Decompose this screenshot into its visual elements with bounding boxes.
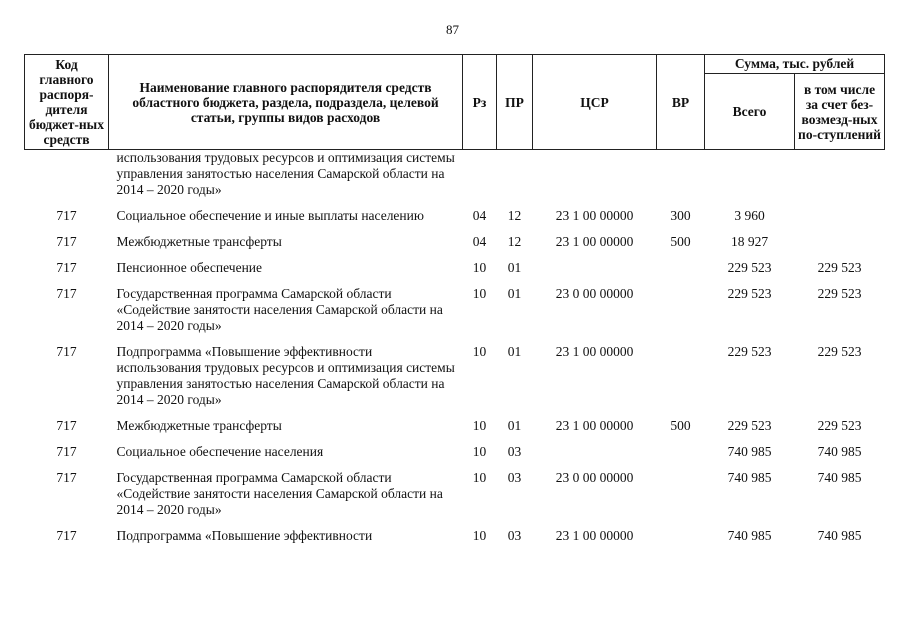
cell-free: 229 523 bbox=[817, 260, 862, 275]
cell-pr: 03 bbox=[507, 528, 522, 543]
cell-rz: 10 bbox=[472, 344, 487, 359]
header-rz: Рз bbox=[463, 55, 497, 150]
cell-code: 717 bbox=[56, 470, 77, 485]
table-row bbox=[25, 464, 885, 522]
table-row bbox=[25, 254, 885, 280]
cell-code: 717 bbox=[56, 260, 77, 275]
cell-vr bbox=[657, 150, 705, 203]
cell-total: 229 523 bbox=[727, 418, 772, 433]
cell-free: 229 523 bbox=[817, 418, 862, 433]
cell-pr: 12 bbox=[507, 208, 522, 223]
header-code: Код главного распоря-дителя бюджет-ных средств bbox=[25, 55, 109, 150]
cell-name: Социальное обеспечение населения bbox=[116, 444, 324, 459]
cell-vr bbox=[657, 254, 705, 280]
cell-total: 229 523 bbox=[727, 344, 772, 359]
cell-rz: 10 bbox=[472, 470, 487, 485]
cell-rz: 04 bbox=[472, 208, 487, 223]
cell-free: 740 985 bbox=[817, 470, 862, 485]
cell-vr: 500 bbox=[670, 418, 691, 433]
cell-rz: 10 bbox=[472, 260, 487, 275]
cell-total: 229 523 bbox=[727, 260, 772, 275]
table-row bbox=[25, 202, 885, 228]
cell-csr: 23 0 00 00000 bbox=[555, 470, 634, 485]
cell-rz: 10 bbox=[472, 528, 487, 543]
cell-code bbox=[25, 150, 109, 203]
cell-rz: 04 bbox=[472, 234, 487, 249]
cell-free: 740 985 bbox=[817, 528, 862, 543]
cell-csr: 23 1 00 00000 bbox=[555, 528, 634, 543]
table-row bbox=[25, 338, 885, 412]
cell-csr: 23 1 00 00000 bbox=[555, 234, 634, 249]
cell-rz: 10 bbox=[472, 444, 487, 459]
cell-free bbox=[795, 202, 885, 228]
table-row bbox=[25, 228, 885, 254]
cell-csr: 23 1 00 00000 bbox=[555, 208, 634, 223]
cell-name: использования трудовых ресурсов и оптимизация системы управления занятостью населения Самарской области на 2014 – 2020 годы» bbox=[116, 150, 455, 197]
cell-rz: 10 bbox=[472, 418, 487, 433]
cell-total bbox=[705, 150, 795, 203]
cell-name: Пенсионное обеспечение bbox=[116, 260, 263, 275]
page-number: 87 bbox=[446, 22, 459, 37]
header-vr: ВР bbox=[657, 55, 705, 150]
cell-rz: 10 bbox=[472, 286, 487, 301]
cell-pr: 01 bbox=[507, 260, 522, 275]
cell-vr bbox=[657, 522, 705, 548]
table-row bbox=[25, 522, 885, 548]
cell-vr: 500 bbox=[670, 234, 691, 249]
cell-code: 717 bbox=[56, 208, 77, 223]
cell-csr: 23 0 00 00000 bbox=[555, 286, 634, 301]
cell-name: Государственная программа Самарской области «Содействие занятости населения Самарской области на 2014 – 2020 годы» bbox=[116, 286, 443, 333]
cell-pr: 01 bbox=[507, 286, 522, 301]
cell-name: Социальное обеспечение и иные выплаты населению bbox=[116, 208, 424, 223]
cell-pr bbox=[497, 150, 533, 203]
cell-name: Межбюджетные трансферты bbox=[116, 234, 282, 249]
table-row bbox=[25, 280, 885, 338]
cell-name: Государственная программа Самарской области «Содействие занятости населения Самарской области на 2014 – 2020 годы» bbox=[116, 470, 443, 517]
cell-vr bbox=[657, 280, 705, 338]
cell-free: 229 523 bbox=[817, 286, 862, 301]
header-sum: Сумма, тыс. рублей bbox=[705, 55, 885, 74]
cell-csr bbox=[533, 254, 657, 280]
cell-code: 717 bbox=[56, 234, 77, 249]
table-header bbox=[25, 55, 885, 150]
table-body bbox=[25, 150, 885, 549]
cell-total: 740 985 bbox=[727, 528, 772, 543]
cell-total: 18 927 bbox=[730, 234, 769, 249]
cell-free: 740 985 bbox=[817, 444, 862, 459]
cell-free bbox=[795, 150, 885, 203]
cell-csr bbox=[533, 150, 657, 203]
cell-total: 3 960 bbox=[734, 208, 765, 223]
cell-pr: 01 bbox=[507, 418, 522, 433]
cell-pr: 03 bbox=[507, 470, 522, 485]
budget-table bbox=[24, 54, 885, 548]
header-total: Всего bbox=[705, 74, 795, 150]
cell-pr: 01 bbox=[507, 344, 522, 359]
cell-total: 229 523 bbox=[727, 286, 772, 301]
cell-code: 717 bbox=[56, 344, 77, 359]
cell-free: 229 523 bbox=[817, 344, 862, 359]
cell-name: Межбюджетные трансферты bbox=[116, 418, 282, 433]
cell-code: 717 bbox=[56, 444, 77, 459]
cell-vr: 300 bbox=[670, 208, 691, 223]
cell-code: 717 bbox=[56, 286, 77, 301]
cell-name: Подпрограмма «Повышение эффективности bbox=[116, 528, 373, 543]
cell-vr bbox=[657, 338, 705, 412]
header-csr: ЦСР bbox=[533, 55, 657, 150]
cell-vr bbox=[657, 464, 705, 522]
header-name: Наименование главного распорядителя средств областного бюджета, раздела, подраздела, целевой статьи, группы видов расходов bbox=[109, 55, 463, 150]
cell-pr: 12 bbox=[507, 234, 522, 249]
header-pr: ПР bbox=[497, 55, 533, 150]
table-row bbox=[25, 412, 885, 438]
cell-free bbox=[795, 228, 885, 254]
cell-pr: 03 bbox=[507, 444, 522, 459]
cell-csr: 23 1 00 00000 bbox=[555, 344, 634, 359]
header-free: в том числе за счет без-возмезд-ных по-ступлений bbox=[795, 74, 885, 150]
cell-total: 740 985 bbox=[727, 470, 772, 485]
cell-csr: 23 1 00 00000 bbox=[555, 418, 634, 433]
cell-rz bbox=[463, 150, 497, 203]
cell-code: 717 bbox=[56, 528, 77, 543]
cell-name: Подпрограмма «Повышение эффективности использования трудовых ресурсов и оптимизация системы управления занятостью населения Самарской области на 2014 – 2020 годы» bbox=[116, 344, 455, 407]
table-row bbox=[25, 150, 885, 203]
table-row bbox=[25, 438, 885, 464]
cell-csr bbox=[533, 438, 657, 464]
cell-vr bbox=[657, 438, 705, 464]
cell-code: 717 bbox=[56, 418, 77, 433]
cell-total: 740 985 bbox=[727, 444, 772, 459]
